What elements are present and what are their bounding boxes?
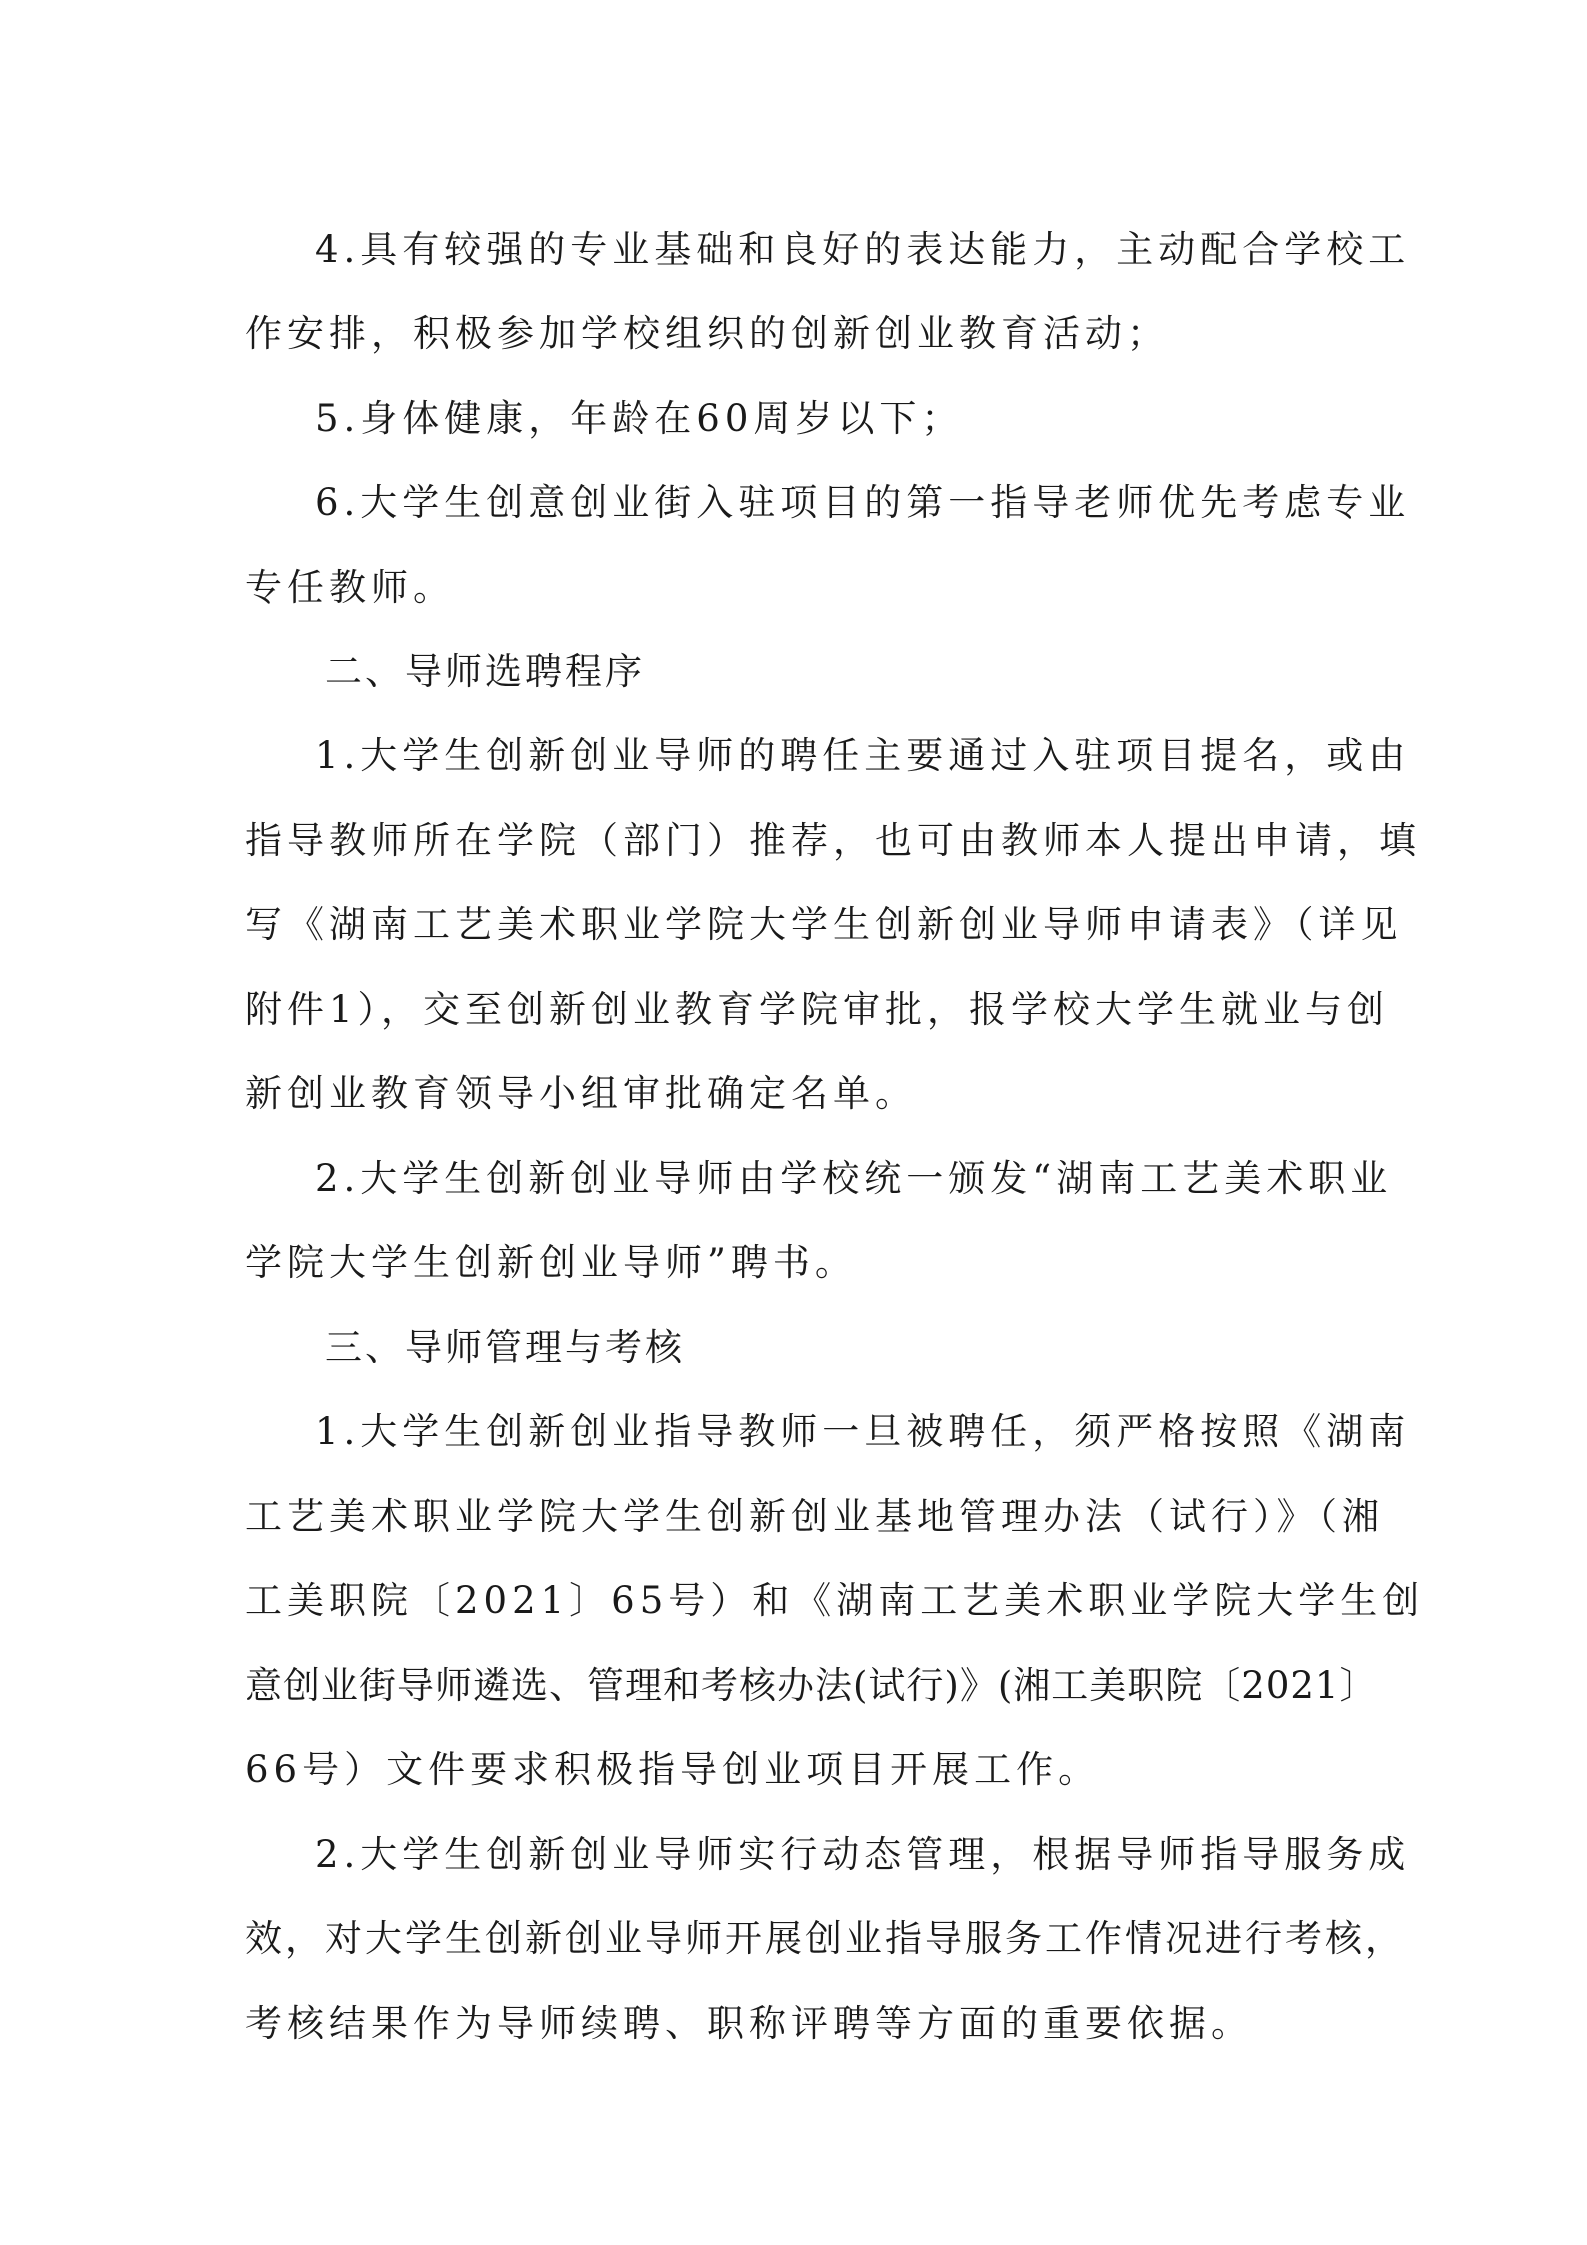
paragraph-line: 2.大学生创新创业导师实行动态管理，根据导师指导服务成	[315, 1833, 1411, 1876]
paragraph-line: 作安排，积极参加学校组织的创新创业教育活动；	[245, 312, 1169, 355]
paragraph-line: 写《湖南工艺美术职业学院大学生创新创业导师申请表》（详见	[245, 903, 1403, 946]
paragraph-line: 工美职院〔2021〕65号）和《湖南工艺美术职业学院大学生创	[245, 1579, 1425, 1622]
paragraph-line: 意创业街导师遴选、管理和考核办法(试行)》(湘工美职院〔2021〕	[245, 1664, 1378, 1707]
paragraph-line: 6.大学生创意创业街入驻项目的第一指导老师优先考虑专业	[315, 481, 1411, 524]
section-heading-2: 二、导师选聘程序	[325, 650, 645, 693]
section-heading-3: 三、导师管理与考核	[325, 1326, 685, 1369]
paragraph-line: 2.大学生创新创业导师由学校统一颁发“湖南工艺美术职业	[315, 1157, 1393, 1200]
paragraph-line: 66号）文件要求积极指导创业项目开展工作。	[245, 1748, 1101, 1791]
paragraph-line: 5.身体健康，年龄在60周岁以下；	[315, 397, 964, 440]
paragraph-line: 考核结果作为导师续聘、职称评聘等方面的重要依据。	[245, 2002, 1253, 2045]
paragraph-line: 4.具有较强的专业基础和良好的表达能力，主动配合学校工	[315, 228, 1411, 271]
paragraph-line: 新创业教育领导小组审批确定名单。	[245, 1072, 917, 1115]
paragraph-line: 1.大学生创新创业指导教师一旦被聘任，须严格按照《湖南	[315, 1410, 1411, 1453]
paragraph-line: 1.大学生创新创业导师的聘任主要通过入驻项目提名，或由	[315, 734, 1411, 777]
paragraph-line: 学院大学生创新创业导师”聘书。	[245, 1241, 857, 1284]
paragraph-line: 指导教师所在学院（部门）推荐，也可由教师本人提出申请，填	[245, 819, 1421, 862]
paragraph-line: 附件1），交至创新创业教育学院审批，报学校大学生就业与创	[245, 988, 1390, 1031]
paragraph-line: 工艺美术职业学院大学生创新创业基地管理办法（试行）》（湘	[245, 1495, 1384, 1538]
paragraph-line: 专任教师。	[245, 566, 455, 609]
paragraph-line: 效，对大学生创新创业导师开展创业指导服务工作情况进行考核，	[245, 1917, 1405, 1960]
